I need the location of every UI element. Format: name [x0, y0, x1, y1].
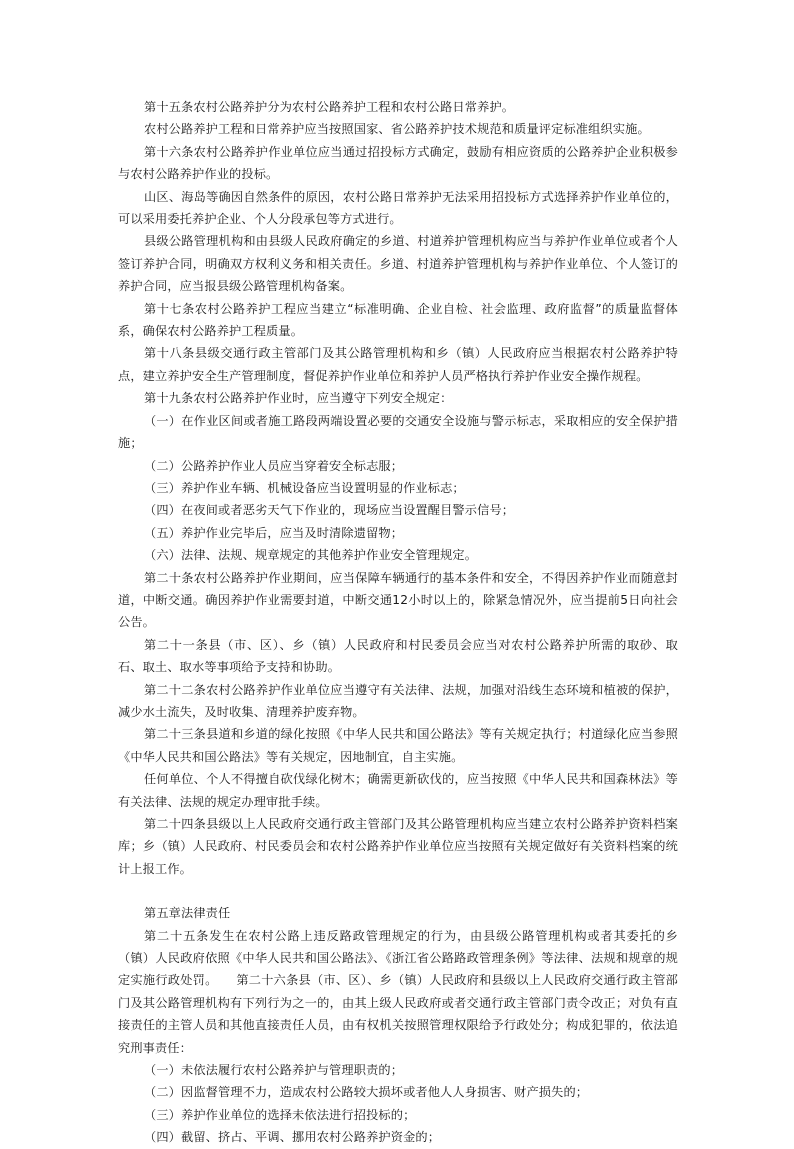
chapter-heading: 第五章法律责任	[144, 906, 231, 921]
list-item-safety-5: （五）养护作业完毕后，应当及时清除遗留物；	[144, 525, 404, 540]
paragraph-mountain-island: 山区、海岛等确因自然条件的原因，农村公路日常养护无法采用招投标方式选择养护作业单位的，可以采用委托养护企业、个人分段承包等方式进行。	[118, 189, 678, 227]
paragraph-article-17: 第十七条农村公路养护工程应当建立“标准明确、企业自检、社会监理、政府监督”的质量监督体系，确保农村公路养护工程质量。	[118, 301, 678, 339]
list-item-safety-1: （一）在作业区间或者施工路段两端设置必要的交通安全设施与警示标志，采取相应的安全保护措施；	[118, 413, 678, 451]
list-item-liability-4: （四）截留、挤占、平调、挪用农村公路养护资金的；	[144, 1130, 441, 1145]
paragraph-article-25-26: 第二十五条发生在农村公路上违反路政管理规定的行为，由县级公路管理机构或者其委托的乡（镇）人民政府依照《中华人民共和国公路法》、《浙江省公路路政管理条例》等法律、法规和规章的规定实施行政处罚。 第二十六条县（市、区）、乡（镇）人民政府和县级以上人民政府交通行政主管部门及其公路管理机构有下列行为之一的，由其上级人民政府或者交通行政主管部门责令改正；对负有直接责任的主管人员和其他直接责任人员，由有权机关按照管理权限给予行政处分；构成犯罪的，依法追究刑事责任：	[118, 928, 678, 1055]
paragraph-article-22: 第二十二条农村公路养护作业单位应当遵守有关法律、法规，加强对沿线生态环境和植被的保护，减少水土流失，及时收集、清理养护废弃物。	[118, 682, 678, 719]
list-item-liability-2: （二）因监督管理不力，造成农村公路较大损坏或者他人人身损害、财产损失的；	[144, 1085, 589, 1100]
paragraph-county-contracts: 县级公路管理机构和由县级人民政府确定的乡道、村道养护管理机构应当与养护作业单位或者个人签订养护合同，明确双方权利义务和相关责任。乡道、村道养护管理机构与养护作业单位、个人签订的养护合同，应当报县级公路管理机构备案。	[118, 234, 678, 294]
paragraph-maintenance-standards: 农村公路养护工程和日常养护应当按照国家、省公路养护技术规范和质量评定标准组织实施。	[144, 122, 650, 137]
list-item-safety-2: （二）公路养护作业人员应当穿着安全标志服；	[144, 458, 404, 473]
paragraph-article-24: 第二十四条县级以上人民政府交通行政主管部门及其公路管理机构应当建立农村公路养护资料档案库；乡（镇）人民政府、村民委员会和农村公路养护作业单位应当按照有关规定做好有关资料档案的统计上报工作。	[118, 817, 678, 876]
list-item-safety-4: （四）在夜间或者恶劣天气下作业的，现场应当设置醒目警示信号；	[144, 503, 515, 518]
paragraph-article-16: 第十六条农村公路养护作业单位应当通过招投标方式确定，鼓励有相应资质的公路养护企业积极参与农村公路养护作业的投标。	[118, 144, 678, 182]
paragraph-article-20: 第二十条农村公路养护作业期间，应当保障车辆通行的基本条件和安全，不得因养护作业而随意封道，中断交通。确因养护作业需要封道，中断交通12小时以上的，除紧急情况外，应当提前5日向社会公告。	[118, 570, 678, 630]
list-item-liability-3: （三）养护作业单位的选择未依法进行招投标的；	[144, 1107, 416, 1122]
paragraph-article-18: 第十八条县级交通行政主管部门及其公路管理机构和乡（镇）人民政府应当根据农村公路养护特点，建立养护安全生产管理制度，督促养护作业单位和养护人员严格执行养护作业安全操作规程。	[118, 346, 678, 383]
paragraph-article-19: 第十九条农村公路养护作业时，应当遵守下列安全规定：	[144, 391, 453, 406]
document-page	[118, 96, 678, 1149]
list-item-safety-6: （六）法律、法规、规章规定的其他养护作业安全管理规定。	[144, 548, 478, 563]
paragraph-article-21: 第二十一条县（市、区）、乡（镇）人民政府和村民委员会应当对农村公路养护所需的取砂、取石、取土、取水等事项给予支持和协助。	[118, 637, 678, 675]
list-item-liability-1: （一）未依法履行农村公路养护与管理职责的；	[144, 1063, 404, 1078]
section-gap	[118, 880, 678, 902]
paragraph-article-23: 第二十三条县道和乡道的绿化按照《中华人民共和国公路法》等有关规定执行；村道绿化应当参照《中华人民共和国公路法》等有关规定，因地制宜，自主实施。	[118, 727, 678, 764]
paragraph-article-15: 第十五条农村公路养护分为农村公路养护工程和农村公路日常养护。	[144, 100, 515, 114]
list-item-safety-3: （三）养护作业车辆、机械设备应当设置明显的作业标志；	[144, 480, 465, 495]
paragraph-tree-felling: 任何单位、个人不得擅自砍伐绿化树木；确需更新砍伐的，应当按照《中华人民共和国森林法》等有关法律、法规的规定办理审批手续。	[118, 772, 678, 809]
